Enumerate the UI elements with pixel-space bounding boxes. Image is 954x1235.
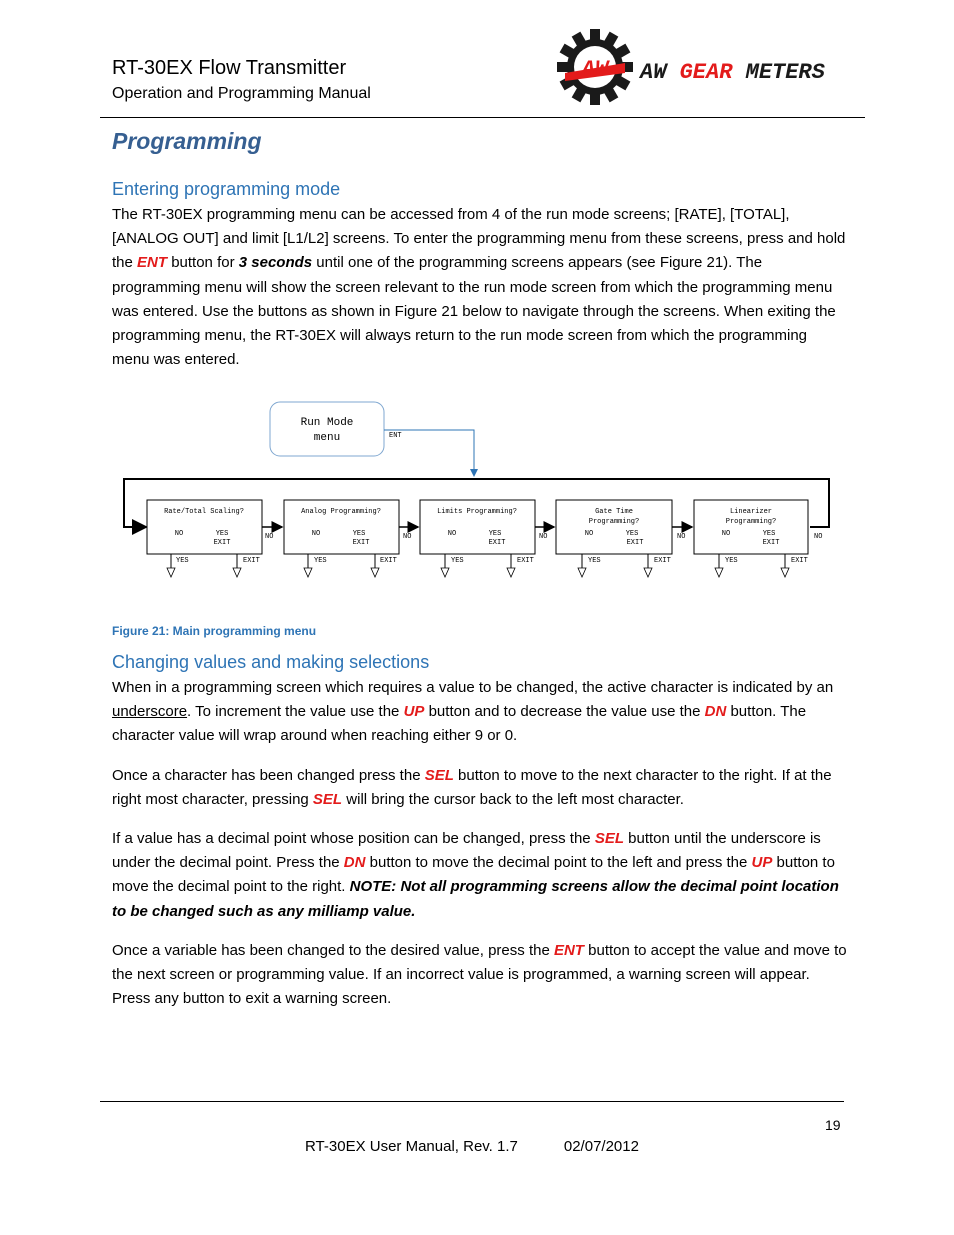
sel-keyword: SEL xyxy=(424,767,454,784)
paragraph-changing-values: When in a programming screen which requires a value to be changed, the active character is indicated by an underscore. To increment the value use the UP button and to decrease the value use the DN button. The character value will wrap around when reaching either 9 or 0. xyxy=(112,679,834,745)
yes-label: YES xyxy=(314,557,327,565)
logo-text-meters: METERS xyxy=(745,60,825,85)
exit-label: EXIT xyxy=(243,557,260,565)
svg-text:EXIT: EXIT xyxy=(213,539,231,547)
figure-caption: Figure 21: Main programming menu xyxy=(112,624,317,638)
svg-text:YES: YES xyxy=(215,530,229,538)
logo-aw-monogram: AW xyxy=(581,57,609,82)
logo-text-gear: GEAR xyxy=(679,60,733,85)
no-label: NO xyxy=(677,533,686,541)
dn-keyword: DN xyxy=(343,854,366,872)
no-label: NO xyxy=(265,533,274,541)
page-number: 19 xyxy=(825,1117,841,1133)
ent-keyword: ENT xyxy=(553,942,584,959)
svg-text:Programming?: Programming? xyxy=(588,518,640,526)
three-seconds-emphasis: 3 seconds xyxy=(238,254,313,272)
svg-text:YES: YES xyxy=(352,530,366,538)
svg-text:NO: NO xyxy=(174,530,184,538)
aw-gear-meters-logo xyxy=(556,28,846,106)
dn-keyword: DN xyxy=(704,703,727,721)
yes-label: YES xyxy=(451,557,464,565)
svg-text:YES: YES xyxy=(625,530,639,538)
exit-label: EXIT xyxy=(654,557,671,565)
svg-text:NO: NO xyxy=(584,530,594,538)
svg-text:Linearizer: Linearizer xyxy=(729,508,773,516)
svg-text:Rate/Total Scaling?: Rate/Total Scaling? xyxy=(164,508,244,516)
svg-text:NO: NO xyxy=(311,530,321,538)
svg-text:Programming?: Programming? xyxy=(725,518,777,526)
analog-programming-box xyxy=(284,500,411,577)
yes-label: YES xyxy=(588,557,601,565)
decimal-point-note: NOTE: Not all programming screens allow the decimal point location to be changed such as any milliamp value. xyxy=(112,878,839,920)
programming-menu-diagram xyxy=(0,390,954,590)
no-label: NO xyxy=(539,533,548,541)
ent-keyword: ENT xyxy=(137,254,168,272)
yes-label: YES xyxy=(725,557,738,565)
document-subtitle: Operation and Programming Manual xyxy=(112,85,371,102)
svg-text:YES: YES xyxy=(762,530,776,538)
paragraph-decimal-point: If a value has a decimal point whose position can be changed, press the SEL button until the underscore is under the decimal point. Press the DN button to move the decimal point to the left and press the UP button to move the decimal point to the right. NOTE: Not all programming screens allow the decimal point location to be changed such as any milliamp value. xyxy=(112,830,839,920)
paragraph-entering-programming: The RT-30EX programming menu can be accessed from 4 of the run mode screens; [RATE], [TOTAL], [ANALOG OUT] and limit [L1/L2] screens. To enter the programming menu from these screens, press and hold the ENT button for 3 seconds until one of the programming screens appears (see Figure 21). The programming menu will show the screen relevant to the run mode screen from which the programming menu was entered. Use the buttons as shown in Figure 21 below to navigate through the screens. When exiting the programming menu, the RT-30EX will always return to the run mode screen from which the programming menu was entered. xyxy=(112,206,846,369)
svg-text:EXIT: EXIT xyxy=(352,539,370,547)
sel-keyword: SEL xyxy=(594,830,624,847)
sel-keyword: SEL xyxy=(312,791,343,809)
paragraph-accept-value: Once a variable has been changed to the desired value, press the ENT button to accept the value and move to the next screen or programming value. If an incorrect value is programmed, a warning screen will appear. Press any button to exit a warning screen. xyxy=(112,942,847,1008)
run-mode-menu-box xyxy=(270,402,384,456)
svg-text:Analog Programming?: Analog Programming? xyxy=(301,508,381,516)
linearizer-programming-box xyxy=(694,500,822,577)
footer-rule xyxy=(100,1101,844,1102)
svg-text:NO: NO xyxy=(447,530,457,538)
limits-programming-box xyxy=(420,500,547,577)
run-mode-label: Run Mode xyxy=(300,417,354,429)
rate-total-scaling-box xyxy=(147,500,273,577)
exit-label: EXIT xyxy=(380,557,397,565)
svg-text:EXIT: EXIT xyxy=(762,539,780,547)
paragraph-sel-button: Once a character has been changed press the SEL button to move to the next character to the right. If at the right most character, pressing SEL will bring the cursor back to the left most character. xyxy=(112,767,832,809)
document-title: RT-30EX Flow Transmitter xyxy=(112,57,347,79)
ent-arrow-label: ENT xyxy=(389,432,402,440)
exit-label: EXIT xyxy=(791,557,808,565)
up-keyword: UP xyxy=(751,854,773,872)
svg-text:NO: NO xyxy=(721,530,731,538)
footer-date: 02/07/2012 xyxy=(563,1138,639,1155)
footer-text xyxy=(305,1138,639,1155)
yes-label: YES xyxy=(176,557,189,565)
section-heading-entering-programming-mode: Entering programming mode xyxy=(112,179,341,199)
svg-text:Gate Time: Gate Time xyxy=(595,508,633,516)
gate-time-programming-box xyxy=(556,500,685,577)
up-keyword: UP xyxy=(403,703,425,721)
underscore-term: underscore xyxy=(112,703,188,721)
exit-label: EXIT xyxy=(517,557,534,565)
run-mode-menu-label: menu xyxy=(313,432,341,444)
no-label: NO xyxy=(814,533,823,541)
svg-text:AW GEAR METERS xyxy=(638,60,826,85)
no-label: NO xyxy=(403,533,412,541)
svg-text:YES: YES xyxy=(488,530,502,538)
header-rule xyxy=(100,117,865,118)
svg-text:EXIT: EXIT xyxy=(626,539,644,547)
page-heading: Programming xyxy=(112,128,262,154)
footer-doc-title: RT-30EX User Manual, Rev. 1.7 xyxy=(305,1138,518,1155)
svg-text:Limits Programming?: Limits Programming? xyxy=(437,508,517,516)
svg-text:EXIT: EXIT xyxy=(488,539,506,547)
section-heading-changing-values: Changing values and making selections xyxy=(112,652,430,672)
logo-text-aw: AW xyxy=(640,60,667,85)
